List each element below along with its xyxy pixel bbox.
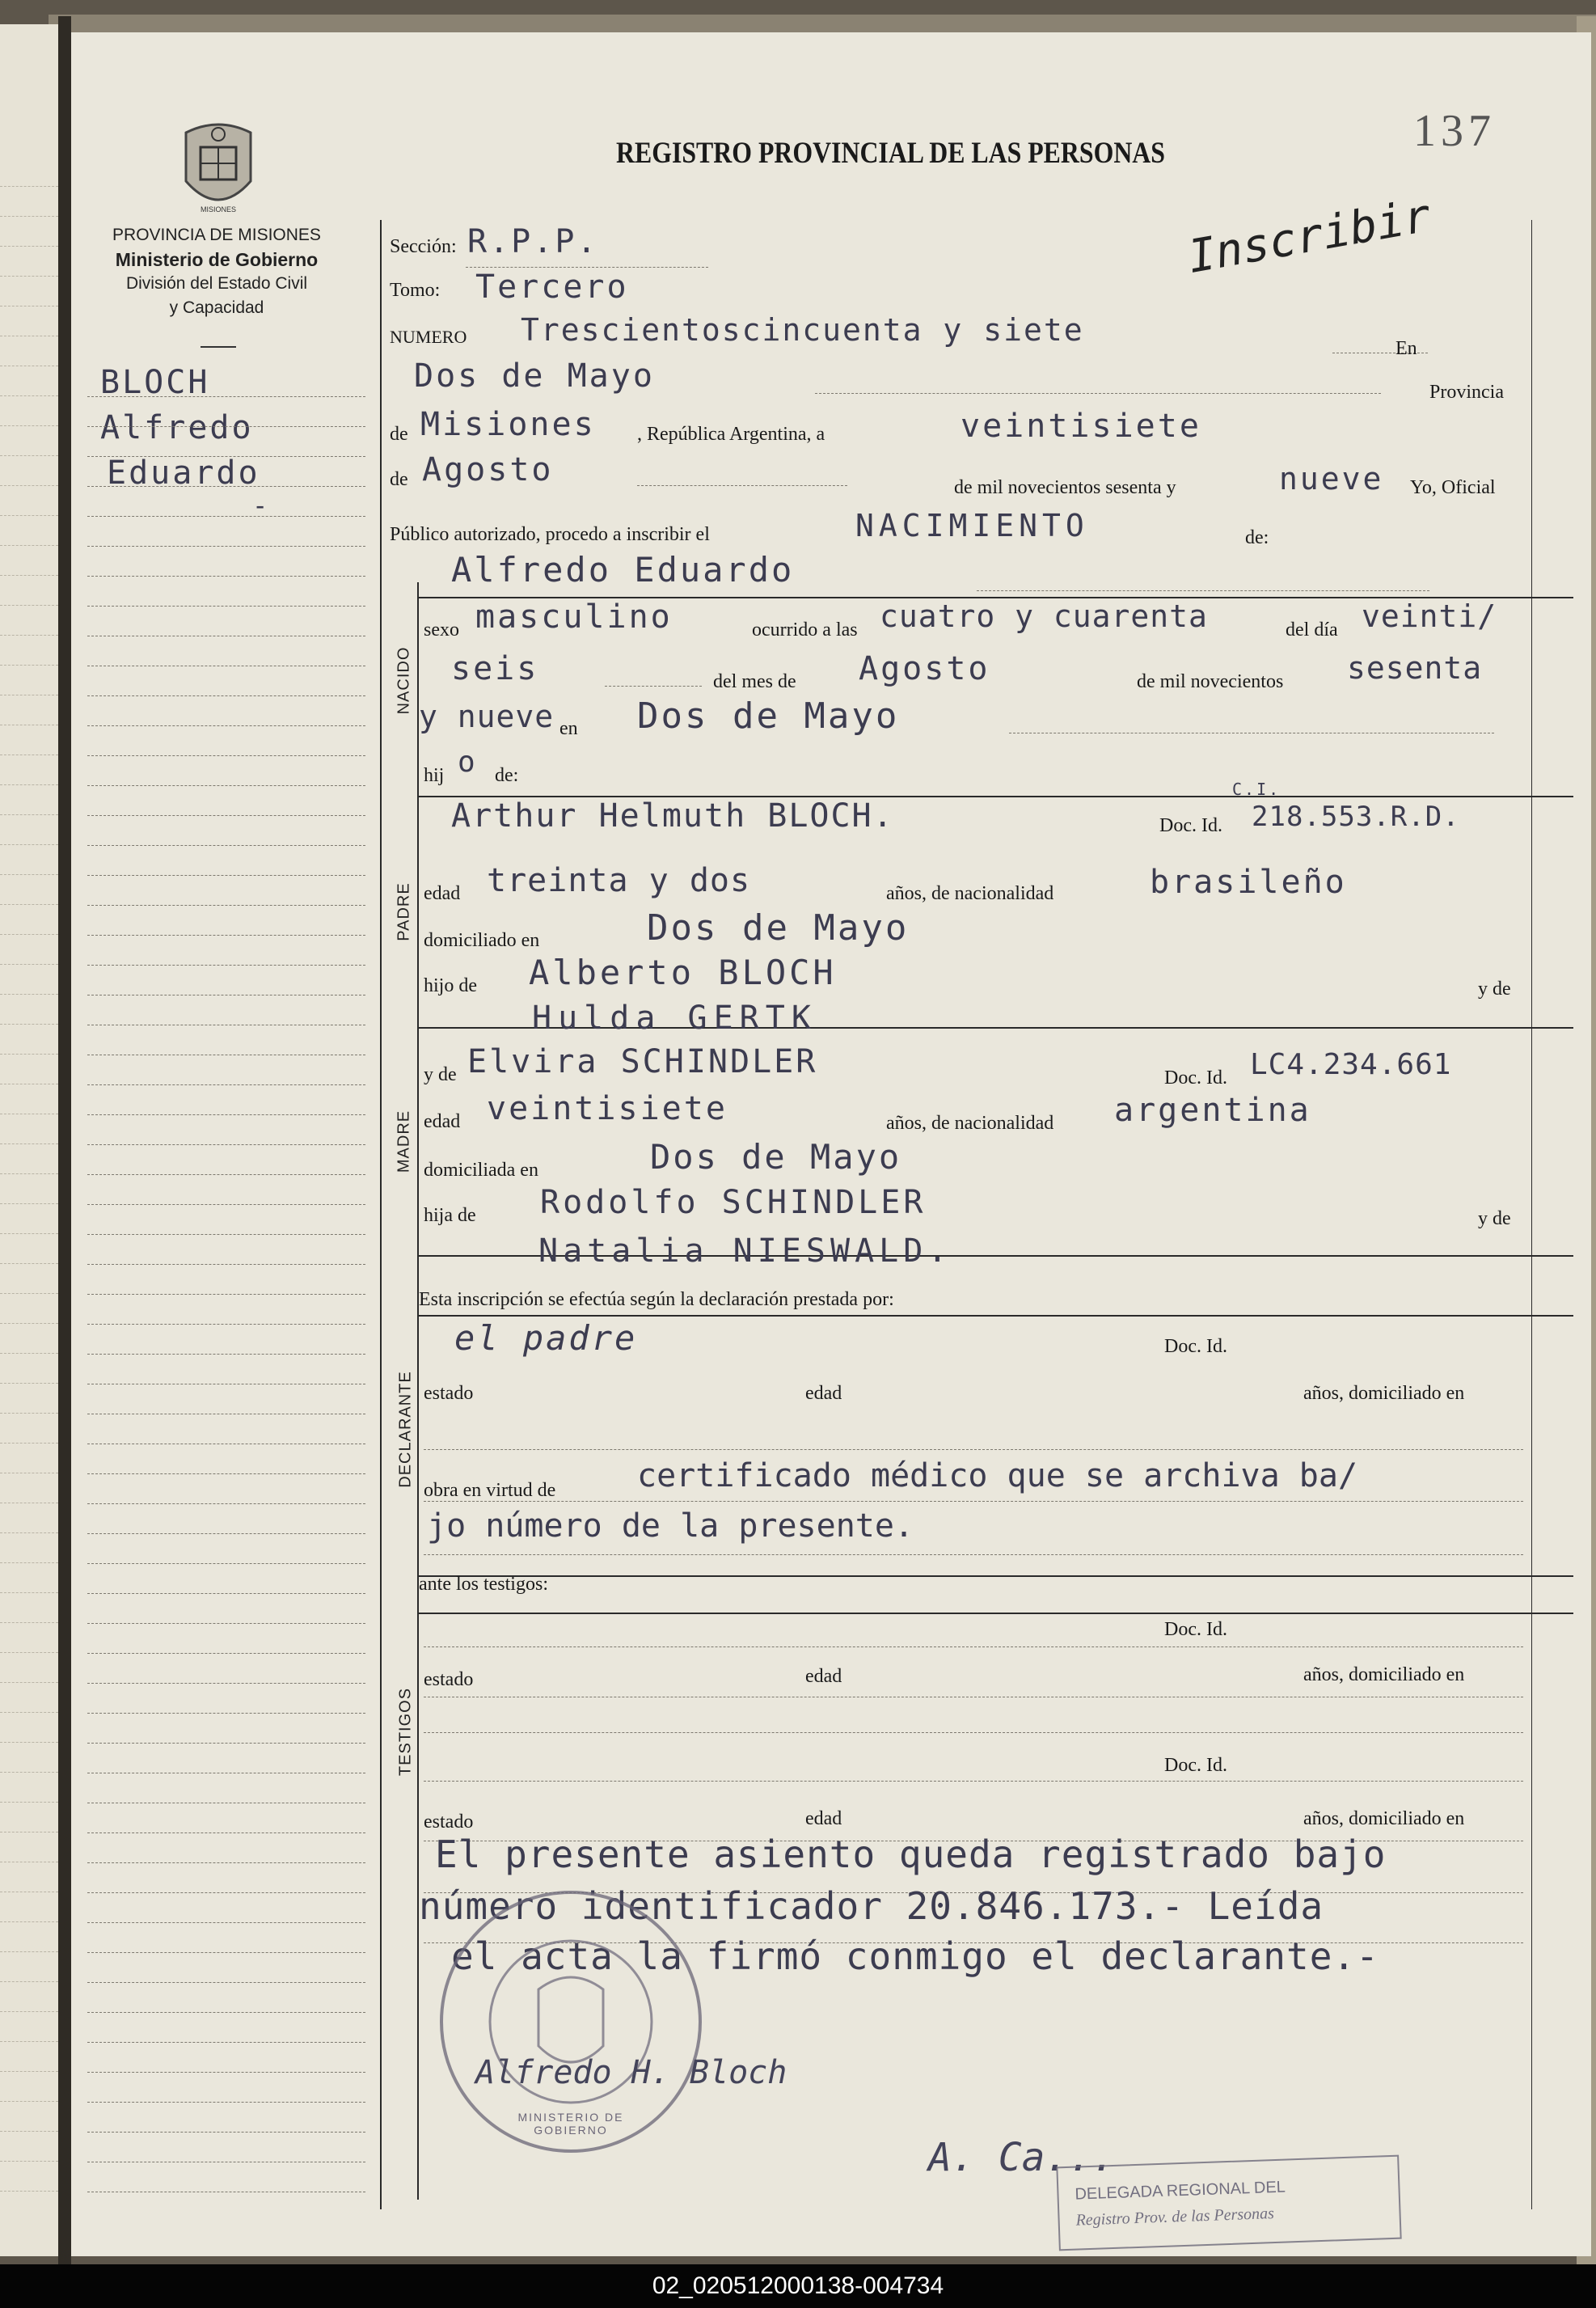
left-page-rule <box>0 1921 58 1922</box>
division-label: División del Estado Civil <box>125 274 308 293</box>
value-tomo: Tercero <box>475 268 629 306</box>
form-rule <box>424 1781 1523 1782</box>
sidebar-rule <box>87 396 365 397</box>
label-edad-madre: edad <box>424 1111 461 1132</box>
value-dia-nac-2: seis <box>451 650 539 687</box>
left-page-rule <box>0 1054 58 1055</box>
left-page-rule <box>0 994 58 995</box>
sidebar-rule <box>87 845 365 846</box>
left-page-rule <box>0 455 58 456</box>
sidebar-rule <box>87 1563 365 1564</box>
value-padre-doc: 218.553.R.D. <box>1252 801 1460 833</box>
sidebar-rule <box>87 2102 365 2103</box>
sidebar-surname: BLOCH <box>100 364 210 401</box>
left-page-rule <box>0 2101 58 2102</box>
father-signature: Alfredo H. Bloch <box>475 2054 787 2091</box>
rectangular-stamp <box>1056 2155 1401 2251</box>
emblem-label: MISIONES <box>200 205 236 213</box>
sidebar-rule <box>87 1832 365 1833</box>
sidebar-rule <box>87 2042 365 2043</box>
label-hij: hij <box>424 765 445 786</box>
sidebar-rule <box>87 1862 365 1863</box>
left-page-rule <box>0 1951 58 1952</box>
sidebar-rule <box>87 1294 365 1295</box>
main-frame-left-border <box>380 220 382 2209</box>
label-numero: NUMERO <box>390 327 467 347</box>
label-provincia: Provincia <box>1429 382 1504 403</box>
left-page-rule <box>0 2131 58 2132</box>
line-mes <box>637 485 847 486</box>
book-spine <box>58 16 71 2264</box>
left-page-rule <box>0 1981 58 1982</box>
left-page-rule <box>0 2071 58 2072</box>
label-nac-padre: años, de nacionalidad <box>886 883 1054 904</box>
sidebar-rule <box>87 1264 365 1265</box>
left-page-rule <box>0 1592 58 1593</box>
value-padre-edad: treinta y dos <box>487 862 751 899</box>
sidebar-dash: - <box>252 490 271 521</box>
label-hija-de: hija de <box>424 1205 476 1226</box>
label-sexo: sexo <box>424 619 459 640</box>
left-page-rule <box>0 216 58 217</box>
value-nombre: Alfredo Eduardo <box>451 550 795 590</box>
form-rule <box>424 1646 1523 1647</box>
main-frame-right-border <box>1531 220 1532 2209</box>
sidebar-rule <box>87 456 365 457</box>
value-lugar: Dos de Mayo <box>414 357 655 395</box>
left-page-rule <box>0 1143 58 1144</box>
label-tomo: Tomo: <box>390 280 441 301</box>
label-en: En <box>1395 338 1417 359</box>
official-signature: A. Ca... <box>928 2135 1116 2180</box>
value-obra-1: certificado médico que se archiva ba/ <box>637 1457 1358 1494</box>
value-padre-ci: C.I. <box>1232 780 1281 799</box>
line-nombre <box>977 590 1429 591</box>
sidebar-rule <box>87 965 365 966</box>
value-obra-2: jo número de la presente. <box>427 1507 914 1545</box>
sidebar-rule <box>87 695 365 696</box>
label-y-de-mat: y de <box>1478 1208 1511 1229</box>
value-madre: Elvira SCHINDLER <box>467 1043 818 1080</box>
sidebar-rule <box>87 1743 365 1744</box>
value-mes-nac: Agosto <box>859 650 990 687</box>
label-de: de <box>390 424 408 445</box>
value-dia: veintisiete <box>961 408 1201 445</box>
value-hora: cuatro y cuarenta <box>880 598 1208 634</box>
left-page-rule <box>0 1622 58 1623</box>
sidebar-rule <box>87 875 365 876</box>
note-line-1: El presente asiento queda registrado bajo <box>435 1832 1387 1876</box>
label-dom-testigo-2: años, domiciliado en <box>1303 1808 1465 1829</box>
value-madre-doc: LC4.234.661 <box>1250 1048 1452 1081</box>
sidebar-rule <box>87 1324 365 1325</box>
left-page-rule <box>0 1024 58 1025</box>
round-official-seal <box>433 1884 708 2159</box>
label-doc-padre: Doc. Id. <box>1159 815 1222 836</box>
left-page-rule <box>0 2041 58 2042</box>
sidebar-rule <box>87 725 365 726</box>
sidebar-rule <box>87 1084 365 1085</box>
value-madre-dom: Dos de Mayo <box>650 1137 902 1177</box>
sidebar-rule <box>87 1593 365 1594</box>
left-page-rule <box>0 784 58 785</box>
value-padre-nac: brasileño <box>1150 864 1347 901</box>
label-dom-declarante: años, domiciliado en <box>1303 1383 1465 1404</box>
left-page-rule <box>0 1353 58 1354</box>
sidebar-rule <box>87 1713 365 1714</box>
sidebar-rule <box>87 1503 365 1504</box>
label-edad-testigo-1: edad <box>805 1666 842 1687</box>
left-page-rule <box>0 1742 58 1743</box>
page-number: 137 <box>1413 106 1496 156</box>
sidebar-rule <box>87 1144 365 1145</box>
left-page-rule <box>0 1652 58 1653</box>
left-page-rule <box>0 874 58 875</box>
value-anio: nueve <box>1279 461 1384 497</box>
left-page-rule <box>0 246 58 247</box>
line-lugar <box>815 393 1381 394</box>
left-page-rule <box>0 2011 58 2012</box>
label-seccion: Sección: <box>390 236 457 257</box>
sidebar-rule <box>87 1683 365 1684</box>
label-y-de-madre: y de <box>424 1064 457 1085</box>
side-label-declarante: DECLARANTE <box>396 1371 415 1488</box>
label-doc-declarante: Doc. Id. <box>1164 1336 1227 1357</box>
sidebar-rule <box>87 2132 365 2133</box>
value-abuelo-pat: Alberto BLOCH <box>529 953 837 992</box>
left-page-rule <box>0 1772 58 1773</box>
label-ante: ante los testigos: <box>419 1574 548 1595</box>
left-page-rule <box>0 635 58 636</box>
label-del-mes: del mes de <box>713 671 796 692</box>
sidebar-name-1: Alfredo <box>100 409 254 446</box>
label-nac-madre: años, de nacionalidad <box>886 1113 1054 1134</box>
label-edad-padre: edad <box>424 883 461 904</box>
left-page-rule <box>0 814 58 815</box>
left-page-rule <box>0 1562 58 1563</box>
value-abuela-mat: Natalia NIESWALD. <box>538 1232 952 1270</box>
left-page-rule <box>0 1802 58 1803</box>
section-inner-border <box>417 582 419 2200</box>
coat-of-arms-emblem <box>178 116 259 218</box>
sidebar-rule <box>87 1234 365 1235</box>
label-estado-declarante: estado <box>424 1383 474 1404</box>
value-declarante: el padre <box>454 1318 638 1358</box>
left-page-rule <box>0 844 58 845</box>
value-acto: NACIMIENTO <box>855 508 1089 543</box>
left-page-rule <box>0 186 58 187</box>
sidebar-rule <box>87 1354 365 1355</box>
left-page-rule <box>0 575 58 576</box>
left-page-rule <box>0 605 58 606</box>
label-ocurrido: ocurrido a las <box>752 619 858 640</box>
register-title: REGISTRO PROVINCIAL DE LAS PERSONAS <box>616 137 1165 170</box>
left-page-rule <box>0 2161 58 2162</box>
value-madre-nac: argentina <box>1114 1092 1311 1129</box>
label-yo-oficial: Yo, Oficial <box>1410 477 1496 498</box>
image-caption: 02_020512000138-004734 <box>0 2264 1596 2308</box>
note-line-2: número identificador 20.846.173.- Leída <box>419 1884 1324 1928</box>
value-lugar-nac: Dos de Mayo <box>637 695 900 737</box>
sidebar-rule <box>87 1473 365 1474</box>
left-page-rule <box>0 425 58 426</box>
label-de-mes: de <box>390 469 408 490</box>
value-numero: Trescientoscincuenta y siete <box>521 312 1084 348</box>
label-estado-testigo-2: estado <box>424 1811 474 1832</box>
sidebar-rule <box>87 755 365 756</box>
sidebar-rule <box>87 1174 365 1175</box>
side-label-padre: PADRE <box>395 882 413 941</box>
sidebar-rule <box>87 1922 365 1923</box>
left-page-rule <box>0 934 58 935</box>
seal-text: MINISTERIO DE GOBIERNO <box>517 2111 624 2137</box>
label-doc-testigo-2: Doc. Id. <box>1164 1755 1227 1776</box>
label-edad-declarante: edad <box>805 1383 842 1404</box>
left-page-rule <box>0 485 58 486</box>
value-provincia: Misiones <box>420 406 596 443</box>
label-obra: obra en virtud de <box>424 1480 556 1501</box>
sidebar-rule <box>87 516 365 517</box>
sidebar-rule <box>87 2012 365 2013</box>
left-page-rule <box>0 1263 58 1264</box>
sidebar-rule <box>87 1952 365 1953</box>
value-padre: Arthur Helmuth BLOCH. <box>451 797 894 835</box>
left-page-rule <box>0 545 58 546</box>
value-hijo-suffix: o <box>458 746 478 779</box>
province-label: PROVINCIA DE MISIONES <box>112 226 321 244</box>
left-page-rule <box>0 1233 58 1234</box>
label-en-nac: en <box>559 718 578 739</box>
label-y-de: y de <box>1478 979 1511 1000</box>
line-dia-nac <box>605 686 702 687</box>
left-page-rule <box>0 1532 58 1533</box>
sidebar-rule <box>87 1653 365 1654</box>
note-line-3: el acta la firmó conmigo el declarante.- <box>451 1934 1379 1978</box>
label-de-hijo: de: <box>495 765 519 786</box>
previous-page-edge <box>0 24 60 2256</box>
left-page-rule <box>0 1413 58 1414</box>
left-page-rule <box>0 964 58 965</box>
sidebar-rule <box>87 935 365 936</box>
value-padre-dom: Dos de Mayo <box>647 907 910 949</box>
label-republica: , República Argentina, a <box>637 424 825 445</box>
value-seccion: R.P.P. <box>467 223 599 260</box>
value-madre-edad: veintisiete <box>487 1090 728 1127</box>
ministry-label: Ministerio de Gobierno <box>115 249 319 270</box>
left-page-rule <box>0 1293 58 1294</box>
form-rule <box>424 1449 1523 1450</box>
label-del-dia: del día <box>1286 619 1338 640</box>
division-label-2: y Capacidad <box>169 298 264 317</box>
label-doc-madre: Doc. Id. <box>1164 1067 1227 1088</box>
label-dom-padre: domiciliado en <box>424 930 540 951</box>
left-page-rule <box>0 1682 58 1683</box>
label-de-colon: de: <box>1245 527 1269 548</box>
side-label-testigos: TESTIGOS <box>396 1687 415 1777</box>
label-dom-testigo-1: años, domiciliado en <box>1303 1664 1465 1685</box>
left-page-rule <box>0 1712 58 1713</box>
sidebar-rule <box>87 1623 365 1624</box>
form-rule <box>424 1501 1523 1502</box>
sidebar-rule <box>87 1114 365 1115</box>
sidebar-rule <box>87 1533 365 1534</box>
side-label-nacido: NACIDO <box>395 646 413 715</box>
left-page-rule <box>0 1173 58 1174</box>
stamp-line-2: Registro Prov. de las Personas <box>1075 2204 1275 2230</box>
sidebar-name-2: Eduardo <box>107 454 260 492</box>
registrar-signature-top: Inscribir <box>1184 189 1435 284</box>
left-page-rule <box>0 1383 58 1384</box>
left-page-rule <box>0 276 58 277</box>
short-divider <box>201 346 236 348</box>
value-anio-nac-1: sesenta <box>1347 650 1483 686</box>
form-rule <box>424 1554 1523 1555</box>
side-label-madre: MADRE <box>395 1110 413 1173</box>
sidebar-rule <box>87 426 365 427</box>
label-mil-sesenta: de mil novecientos sesenta y <box>954 477 1176 498</box>
left-page-rule <box>0 515 58 516</box>
left-page-rule <box>0 2191 58 2192</box>
stamp-line-1: DELEGADA REGIONAL DEL <box>1075 2178 1286 2204</box>
sidebar-rule <box>87 546 365 547</box>
left-page-rule <box>0 904 58 905</box>
sidebar-rule <box>87 576 365 577</box>
label-hijo-de: hijo de <box>424 975 477 996</box>
left-page-rule <box>0 1323 58 1324</box>
declarante-top <box>417 1315 1573 1317</box>
sidebar-rule <box>87 815 365 816</box>
sidebar-rule <box>87 785 365 786</box>
sidebar-rule <box>87 905 365 906</box>
left-page-rule <box>0 1443 58 1444</box>
left-page-rule <box>0 665 58 666</box>
value-abuela-pat: Hulda GERTK <box>532 1000 817 1037</box>
left-page-rule <box>0 1203 58 1204</box>
value-dia-nac-1: veinti/ <box>1362 598 1497 634</box>
sidebar-rule <box>87 1204 365 1205</box>
label-publico: Público autorizado, procedo a inscribir el <box>390 524 710 545</box>
sidebar-rule <box>87 486 365 487</box>
value-abuelo-mat: Rodolfo SCHINDLER <box>540 1184 927 1221</box>
label-estado-testigo-1: estado <box>424 1669 474 1690</box>
declarante-bottom <box>417 1575 1573 1577</box>
register-page <box>71 32 1591 2256</box>
value-sexo: masculino <box>475 598 673 636</box>
sidebar-rule <box>87 1982 365 1983</box>
label-inscripcion: Esta inscripción se efectúa según la declaración prestada por: <box>419 1289 894 1310</box>
sidebar-rule <box>87 606 365 607</box>
sidebar-rule <box>87 2072 365 2073</box>
label-dom-madre: domiciliada en <box>424 1160 538 1181</box>
value-mes: Agosto <box>422 451 554 488</box>
value-anio-nac-2: y nueve <box>419 699 555 734</box>
form-rule <box>424 1732 1523 1733</box>
label-doc-testigo-1: Doc. Id. <box>1164 1619 1227 1640</box>
line-seccion <box>466 267 708 268</box>
testigos-top <box>417 1613 1573 1614</box>
sidebar-rule <box>87 1892 365 1893</box>
label-mil-novecientos: de mil novecientos <box>1137 671 1284 692</box>
label-edad-testigo-2: edad <box>805 1808 842 1829</box>
left-page-rule <box>0 395 58 396</box>
